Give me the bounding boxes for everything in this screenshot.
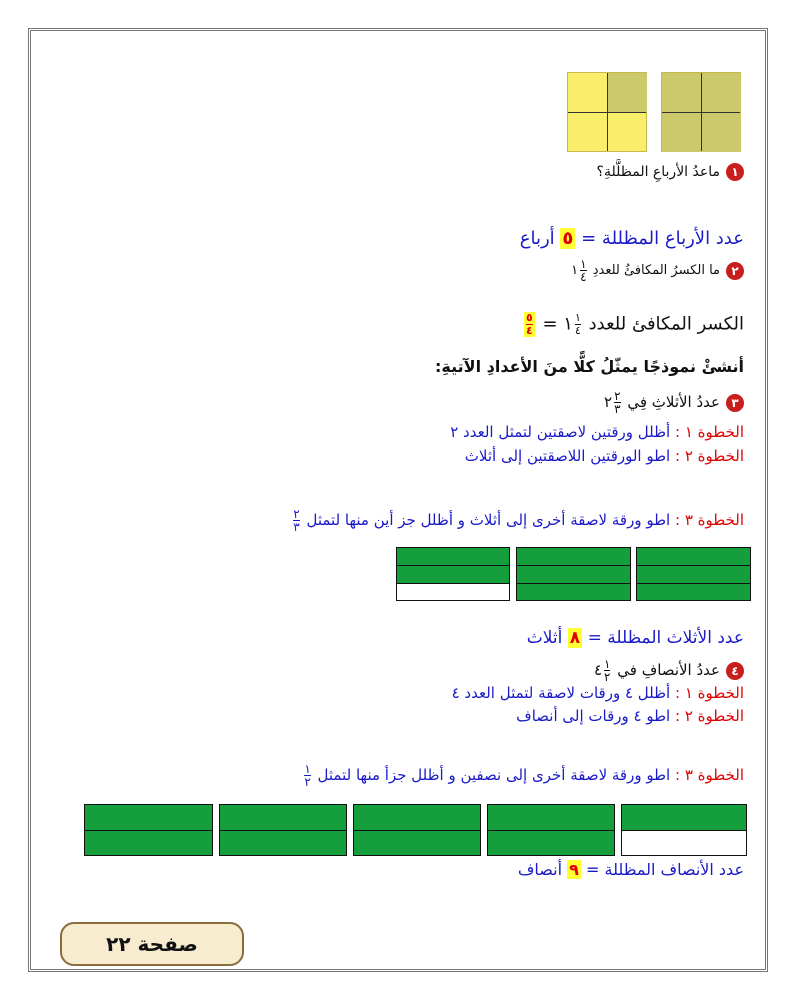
q3-sticky-note-1 xyxy=(636,547,751,601)
q4-step2-text: اطو ٤ ورقات إلى أنصاف xyxy=(516,707,671,725)
quarters-square-right xyxy=(661,72,741,152)
q4-label: عددُ الأنصافِ في xyxy=(617,661,720,679)
q1-answer-prefix: عدد الأرباع المظللة = xyxy=(581,228,744,249)
q4-whole: ٤ xyxy=(593,661,603,679)
q2-number-badge: ٢ xyxy=(726,262,744,280)
q1-question xyxy=(597,163,744,181)
q4-answer xyxy=(518,860,744,879)
q3-step3-label: الخطوة ٣ : xyxy=(675,511,744,529)
q4-step1-text: أظلل ٤ ورقات لاصقة لتمثل العدد ٤ xyxy=(451,684,671,702)
q4-step2 xyxy=(516,707,744,725)
q2-question-fraction: $\frac{١}{٤}$ xyxy=(580,257,587,284)
q2-equals: = xyxy=(542,313,558,335)
quarters-square-left xyxy=(567,72,647,152)
q3-answer-prefix: عدد الأثلاث المظللة = xyxy=(587,628,744,648)
q3-answer-suffix: أثلاث xyxy=(526,628,563,648)
q3-whole: ٢ xyxy=(604,393,613,411)
q2-question-text: ما الكسرُ المكافئُ للعددِ xyxy=(592,263,720,278)
q4-number-badge: ٤ xyxy=(726,662,744,680)
q1-answer-suffix: أرباع xyxy=(519,228,555,249)
q4-step2-label: الخطوة ٢ : xyxy=(675,707,744,725)
q1-answer-value: ٥ xyxy=(562,228,574,249)
q3-step2-label: الخطوة ٢ : xyxy=(675,447,744,465)
q3-step2-text: اطو الورقتين اللاصقتين إلى أثلاث xyxy=(464,447,671,465)
q4-sticky-note-5 xyxy=(621,804,747,856)
q4-fraction: $\frac{١}{٢}$ xyxy=(604,657,611,684)
page-number-label: صفحة ٢٢ xyxy=(60,922,244,966)
q4-answer-value: ٩ xyxy=(569,860,579,879)
q4-answer-suffix: أنصاف xyxy=(517,860,563,879)
q3-label: عددُ الأثلاثِ فِي xyxy=(627,393,720,411)
q1-number-badge: ١ xyxy=(726,163,744,181)
q3-sticky-note-2 xyxy=(516,547,631,601)
q2-answer-prefix: الكسر المكافئ للعدد xyxy=(588,313,744,335)
q4-step1-label: الخطوة ١ : xyxy=(675,684,744,702)
q3-fraction: $\frac{٢}{٣}$ xyxy=(614,389,621,416)
q4-step3-fraction: $\frac{١}{٢}$ xyxy=(304,762,311,789)
q4-step1 xyxy=(452,684,744,702)
q4-answer-prefix: عدد الأنصاف المظللة = xyxy=(586,860,744,879)
q4-step3-label: الخطوة ٣ : xyxy=(675,766,744,784)
q4-sticky-note-1 xyxy=(84,804,213,856)
q3-number-badge: ٣ xyxy=(726,394,744,412)
q3-answer xyxy=(527,628,744,648)
instruction-heading: أنشئْ نموذجًا يمثّلُ كلًّا منَ الأعدادِ الآتيةِ: xyxy=(435,357,744,376)
q2-answer xyxy=(522,312,744,337)
q2-answer-fraction: $\frac{١}{٤}$ xyxy=(574,311,581,337)
q4-step3 xyxy=(302,763,744,788)
q3-step3 xyxy=(291,508,744,533)
q4-step3-text: اطو ورقة لاصقة أخرى إلى نصفين و أظلل جزأ منها لتمثل xyxy=(317,766,671,784)
q3-answer-value: ٨ xyxy=(569,628,581,648)
q1-answer xyxy=(520,228,744,249)
q2-question-whole: ١ xyxy=(571,263,579,278)
q3-step1-text: أظلل ورقتين لاصقتين لتمثل العدد ٢ xyxy=(450,423,671,441)
q2-answer-whole: ١ xyxy=(563,313,573,335)
q4-sticky-note-3 xyxy=(353,804,481,856)
q2-result-fraction: $\frac{٥}{٤}$ xyxy=(526,311,533,337)
q2-question xyxy=(571,258,744,283)
q1-question-text: ماعدُ الأرباعِ المظلَّلةِ؟ xyxy=(596,164,720,180)
q3-step3-text: اطو ورقة لاصقة أخرى إلى أثلاث و أظلل جز أين منها لتمثل xyxy=(306,511,671,529)
q3-step3-fraction: $\frac{٢}{٣}$ xyxy=(293,507,300,534)
q4-header xyxy=(594,658,744,683)
q3-step2 xyxy=(465,447,744,465)
q3-step1-label: الخطوة ١ : xyxy=(675,423,744,441)
q3-sticky-note-3 xyxy=(396,547,510,601)
q4-sticky-note-4 xyxy=(487,804,615,856)
q4-sticky-note-2 xyxy=(219,804,347,856)
q3-header xyxy=(604,390,744,415)
q3-step1 xyxy=(450,423,744,441)
